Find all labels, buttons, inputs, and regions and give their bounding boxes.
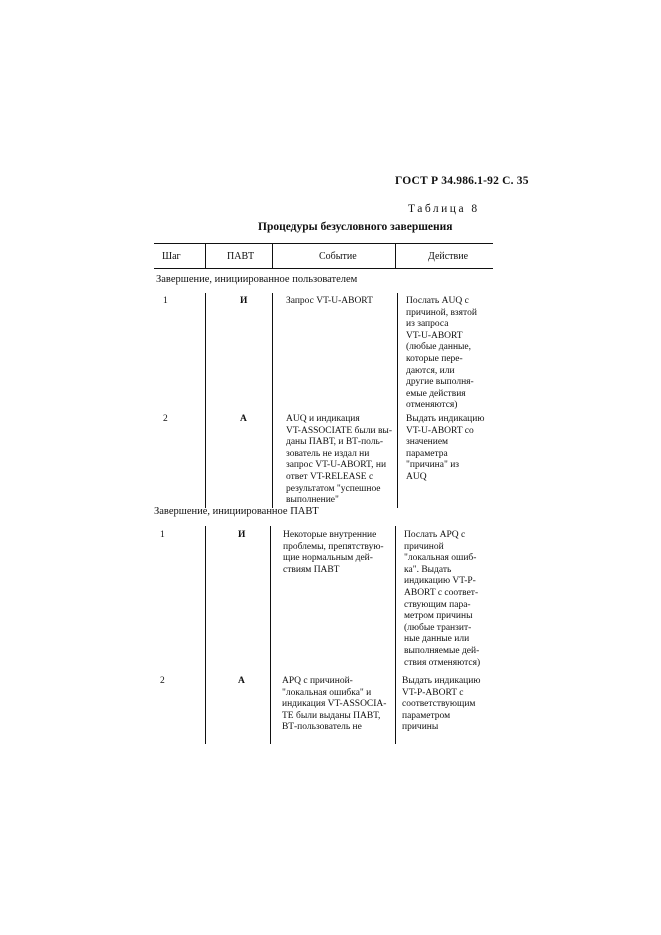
table-cell-event: Некоторые внутренние проблемы, препятствую- щие нормальным дей- ствиям ПАВТ	[283, 530, 384, 575]
table-cell-pavt: И	[240, 296, 248, 306]
table-cell-action: Послать APQ с причиной "локальная ошиб- ка". Выдать индикацию VT-P- ABORT с соответ- ствующим пара- метром причины (любые транзит- ные данные или выполняемые дей- ствия отменяются)	[404, 530, 481, 668]
section-title: Завершение, инициированное ПАВТ	[154, 506, 319, 517]
col-divider-3	[395, 243, 396, 269]
table-cell-action: Послать AUQ с причиной, взятой из запроса VT-U-ABORT (любые данные, которые пере- даются, или другие выполня- емые действия отменяются)	[406, 296, 477, 411]
table-cell-step: 1	[160, 530, 165, 540]
table-cell-step: 2	[160, 676, 165, 686]
section-2-col-divider-1	[205, 526, 206, 744]
table-cell-pavt: А	[238, 676, 245, 686]
section-1-col-divider-3	[397, 293, 398, 508]
section-title: Завершение, инициированное пользователем	[156, 274, 358, 285]
column-header-event: Событие	[319, 251, 357, 262]
table-cell-step: 2	[163, 414, 168, 424]
table-cell-pavt: А	[240, 414, 247, 424]
table-cell-action: Выдать индикацию VT-U-ABORT со значением параметра "причина" из AUQ	[406, 414, 485, 482]
section-1-col-divider-2	[272, 293, 273, 508]
table-cell-event: Запрос VT-U-ABORT	[286, 296, 373, 306]
table-cell-action: Выдать индикацию VT-P-ABORT с соответствующим параметром причины	[402, 676, 481, 733]
column-header-pavt: ПАВТ	[227, 251, 255, 262]
table-cell-step: 1	[163, 296, 168, 306]
section-1-col-divider-1	[205, 293, 206, 508]
table-cell-event: AUQ и индикация VT-ASSOCIATE были вы- даны ПАВТ, и ВТ-поль- зователь не издал ни запрос VT-U-ABORT, ни ответ VT-RELEASE с результатом "успешное выполнение"	[286, 414, 392, 506]
section-2-col-divider-3	[395, 526, 396, 744]
col-divider-2	[272, 243, 273, 269]
column-header-step: Шаг	[162, 251, 181, 262]
section-2-col-divider-2	[270, 526, 271, 744]
table-number: Таблица 8	[408, 203, 480, 215]
table-cell-pavt: И	[238, 530, 246, 540]
page-header: ГОСТ Р 34.986.1-92 С. 35	[395, 175, 529, 187]
table-cell-event: APQ с причиной- "локальная ошибка" и индикация VT-ASSOCIA- TE были выданы ПАВТ, ВТ-пользователь не	[282, 676, 387, 733]
table-title: Процедуры безусловного завершения	[258, 221, 453, 233]
col-divider-1	[205, 243, 206, 269]
column-header-action: Действие	[428, 251, 469, 262]
